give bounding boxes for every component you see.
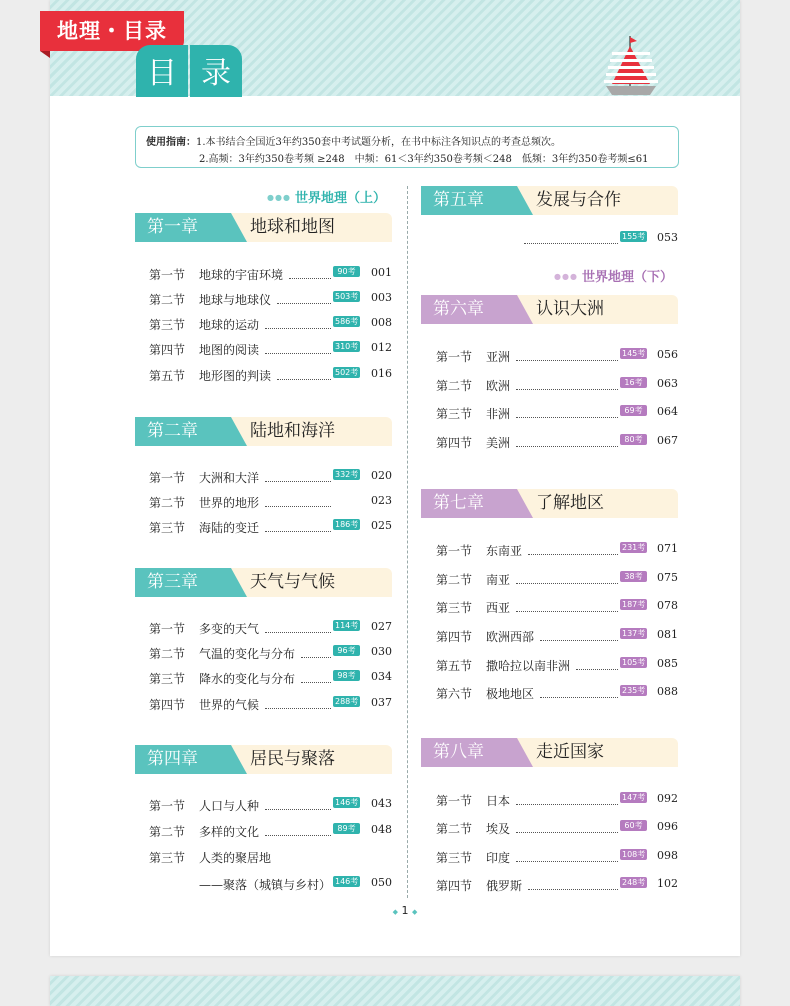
chapter-name: 发展与合作 <box>536 190 621 210</box>
chapter-label: 第八章 <box>421 738 517 767</box>
next-page-edge <box>50 976 740 1006</box>
toc-entry <box>149 620 394 638</box>
page-number-ref: 096 <box>657 820 678 833</box>
chapter-label: 第三章 <box>135 568 231 597</box>
section-title: 人口与人种 <box>199 799 260 813</box>
chapter-label: 第一章 <box>135 213 231 242</box>
section-title: 俄罗斯 <box>486 879 523 893</box>
toc-entry <box>149 341 394 359</box>
dot-leader <box>516 389 618 390</box>
exam-frequency-badge: 145考 <box>622 349 646 358</box>
title-char-1: 目 <box>136 45 188 97</box>
toc-entry <box>149 367 394 385</box>
section-number: 第三节 <box>436 851 473 865</box>
section-number: 第四节 <box>436 879 473 893</box>
toc-entry <box>436 405 681 423</box>
section-title: 日本 <box>486 794 511 808</box>
toc-entry <box>149 876 394 894</box>
page-number-ref: 102 <box>657 877 678 890</box>
dot-leader <box>301 657 331 658</box>
exam-frequency-badge: 288考 <box>335 697 359 706</box>
title-char-2: 录 <box>190 45 242 97</box>
page-number-ref: 067 <box>657 434 678 447</box>
section-number: 第三节 <box>149 318 186 332</box>
exam-frequency-badge: 16考 <box>620 377 647 388</box>
dot-leader <box>516 446 618 447</box>
toc-entry <box>436 877 681 895</box>
exam-frequency-badge: 69考 <box>620 405 647 416</box>
toc-entry <box>149 469 394 487</box>
section-number: 第四节 <box>149 343 186 357</box>
section-number: 第五节 <box>436 659 473 673</box>
exam-frequency-badge: 231考 <box>622 543 646 552</box>
section-number: 第二节 <box>149 496 186 510</box>
dot-leader <box>528 554 618 555</box>
exam-frequency-badge: 60考 <box>620 820 647 831</box>
section-number: 第一节 <box>436 794 473 808</box>
section-number: 第一节 <box>149 622 186 636</box>
toc-entry <box>436 542 681 560</box>
page-number-ref: 092 <box>657 792 678 805</box>
exam-frequency-badge: 310考 <box>335 342 359 351</box>
exam-frequency-badge: 105考 <box>622 658 646 667</box>
dot-leader <box>516 804 618 805</box>
section-title: 人类的聚居地 <box>199 851 272 865</box>
exam-frequency-badge: 96考 <box>333 645 360 656</box>
page-number-ref: 034 <box>371 670 392 683</box>
dot-leader <box>265 632 331 633</box>
section-number: 第二节 <box>436 822 473 836</box>
section-title: 撒哈拉以南非洲 <box>486 659 571 673</box>
chapter-label: 第四章 <box>135 745 231 774</box>
page-number-ref: 088 <box>657 685 678 698</box>
exam-frequency-badge: 146考 <box>335 877 359 886</box>
section-number: 第二节 <box>149 293 186 307</box>
toc-entry <box>149 797 394 815</box>
section-title: 地图的阅读 <box>199 343 260 357</box>
toc-entry <box>436 231 681 249</box>
section-number: 第三节 <box>436 407 473 421</box>
dot-leader <box>301 682 331 683</box>
guide-line-2: 2.高频：3年约350卷考频 ≥248 中频：61＜3年约350卷考频＜248 低频：3年约350卷考频≤61 <box>199 154 649 165</box>
section-title: 地球与地球仪 <box>199 293 272 307</box>
chapter-header <box>421 295 678 324</box>
chapter-label: 第五章 <box>421 186 517 215</box>
chapter-name: 走近国家 <box>536 742 604 762</box>
section-number: 第一节 <box>149 471 186 485</box>
chapter-header <box>135 745 392 774</box>
page-number-ref: 023 <box>371 494 392 507</box>
toc-entry <box>436 628 681 646</box>
toc-entry <box>149 849 394 867</box>
toc-entry <box>149 316 394 334</box>
page-number-ref: 012 <box>371 341 392 354</box>
dot-leader <box>265 481 331 482</box>
chapter-name: 认识大洲 <box>536 299 604 319</box>
exam-frequency-badge: 248考 <box>622 878 646 887</box>
section-number: 第一节 <box>436 350 473 364</box>
chapter-header <box>135 417 392 446</box>
subject-tag: 地理・目录 <box>40 11 184 51</box>
toc-entry <box>149 519 394 537</box>
page-number-ref: 081 <box>657 628 678 641</box>
section-title: 欧洲 <box>486 379 511 393</box>
section-number: 第五节 <box>149 369 186 383</box>
section-title: 世界的地形 <box>199 496 260 510</box>
exam-frequency-badge: 38考 <box>620 571 647 582</box>
page-number-ref: 020 <box>371 469 392 482</box>
section-title: 降水的变化与分布 <box>199 672 296 686</box>
toc-entry <box>149 823 394 841</box>
dot-leader <box>265 506 331 507</box>
section-title: 东南亚 <box>486 544 523 558</box>
dot-leader <box>265 353 331 354</box>
section-title: 西亚 <box>486 601 511 615</box>
toc-entry <box>436 377 681 395</box>
page-number-ref: 008 <box>371 316 392 329</box>
page-number-ref: 075 <box>657 571 678 584</box>
exam-frequency-badge: 332考 <box>335 470 359 479</box>
section-number: 第四节 <box>436 436 473 450</box>
toc-entry <box>149 291 394 309</box>
dot-leader <box>516 360 618 361</box>
section-title-upper: ●●● 世界地理（上） <box>267 191 386 206</box>
chapter-label: 第六章 <box>421 295 517 324</box>
dot-leader <box>516 417 618 418</box>
chapter-name: 地球和地图 <box>250 217 335 237</box>
dot-leader <box>516 861 618 862</box>
chapter-header <box>421 489 678 518</box>
dot-leader <box>516 583 618 584</box>
exam-frequency-badge: 114考 <box>335 621 359 630</box>
section-number: 第三节 <box>149 851 186 865</box>
section-number: 第六节 <box>436 687 473 701</box>
toc-entry <box>436 820 681 838</box>
page-number-ref: 048 <box>371 823 392 836</box>
section-title: ——聚落（城镇与乡村） <box>199 878 332 892</box>
section-number: 第三节 <box>149 672 186 686</box>
page-number-ref: 056 <box>657 348 678 361</box>
chapter-header <box>421 186 678 215</box>
toc-entry <box>149 670 394 688</box>
chapter-name: 天气与气候 <box>250 572 335 592</box>
section-number: 第一节 <box>149 799 186 813</box>
usage-guide <box>135 126 679 168</box>
section-number: 第二节 <box>436 379 473 393</box>
chapter-header <box>135 568 392 597</box>
section-title: 地球的宇宙环境 <box>199 268 284 282</box>
toc-entry <box>436 849 681 867</box>
page-number: ◆ 1 ◆ <box>392 904 418 917</box>
dot-leader <box>265 328 331 329</box>
dot-leader <box>277 303 331 304</box>
toc-entry <box>436 348 681 366</box>
dot-leader <box>265 708 331 709</box>
section-title: 埃及 <box>486 822 511 836</box>
exam-frequency-badge: 89考 <box>333 823 360 834</box>
toc-entry <box>149 645 394 663</box>
page-number-ref: 030 <box>371 645 392 658</box>
guide-label: 使用指南： <box>146 137 196 148</box>
exam-frequency-badge: 502考 <box>335 368 359 377</box>
exam-frequency-badge: 187考 <box>622 600 646 609</box>
chapter-name: 陆地和海洋 <box>250 421 335 441</box>
guide-line-1: 1.本书结合全国近3年约350套中考试题分析，在书中标注各知识点的考查总频次。 <box>196 137 561 148</box>
dot-leader <box>524 243 618 244</box>
chapter-header <box>421 738 678 767</box>
page-number-ref: 037 <box>371 696 392 709</box>
chapter-label: 第七章 <box>421 489 517 518</box>
exam-frequency-badge: 186考 <box>335 520 359 529</box>
exam-frequency-badge: 503考 <box>335 292 359 301</box>
section-title: 气温的变化与分布 <box>199 647 296 661</box>
section-number: 第四节 <box>436 630 473 644</box>
dot-leader <box>265 809 331 810</box>
dot-leader <box>540 697 618 698</box>
toc-entry <box>436 792 681 810</box>
section-title: 地球的运动 <box>199 318 260 332</box>
toc-entry <box>149 266 394 284</box>
page-number-ref: 001 <box>371 266 392 279</box>
section-title: 美洲 <box>486 436 511 450</box>
exam-frequency-badge: 108考 <box>622 850 646 859</box>
page-number-ref: 025 <box>371 519 392 532</box>
dot-leader <box>265 835 331 836</box>
section-title: 非洲 <box>486 407 511 421</box>
section-title-lower: ●●● 世界地理（下） <box>554 270 673 285</box>
chapter-name: 了解地区 <box>536 493 604 513</box>
dot-leader <box>576 669 618 670</box>
section-title: 南亚 <box>486 573 511 587</box>
toc-entry <box>149 494 394 512</box>
section-number: 第二节 <box>149 825 186 839</box>
section-title: 极地地区 <box>486 687 535 701</box>
section-title: 亚洲 <box>486 350 511 364</box>
section-title: 地形图的判读 <box>199 369 272 383</box>
page-number-ref: 098 <box>657 849 678 862</box>
dot-leader <box>528 889 618 890</box>
section-number: 第二节 <box>436 573 473 587</box>
section-title: 海陆的变迁 <box>199 521 260 535</box>
page-number-ref: 064 <box>657 405 678 418</box>
toc-entry <box>436 599 681 617</box>
dot-leader <box>540 640 618 641</box>
page-number-ref: 016 <box>371 367 392 380</box>
page-number-ref: 085 <box>657 657 678 670</box>
section-title: 多样的文化 <box>199 825 260 839</box>
section-number: 第一节 <box>149 268 186 282</box>
page-number-ref: 027 <box>371 620 392 633</box>
chapter-name: 居民与聚落 <box>250 749 335 769</box>
tag-fold <box>40 51 50 58</box>
column-divider <box>407 186 408 898</box>
chapter-label: 第二章 <box>135 417 231 446</box>
dot-leader <box>277 379 331 380</box>
exam-frequency-badge: 147考 <box>622 793 646 802</box>
page-number-ref: 050 <box>371 876 392 889</box>
section-number: 第四节 <box>149 698 186 712</box>
page-number-ref: 063 <box>657 377 678 390</box>
section-number: 第一节 <box>436 544 473 558</box>
exam-frequency-badge: 586考 <box>335 317 359 326</box>
toc-entry <box>436 434 681 452</box>
section-title: 欧洲西部 <box>486 630 535 644</box>
toc-entry <box>436 685 681 703</box>
section-number: 第三节 <box>436 601 473 615</box>
dot-leader <box>265 531 331 532</box>
toc-entry <box>436 571 681 589</box>
toc-entry <box>436 657 681 675</box>
section-title: 印度 <box>486 851 511 865</box>
section-title: 世界的气候 <box>199 698 260 712</box>
exam-frequency-badge: 90考 <box>333 266 360 277</box>
dot-leader <box>289 278 331 279</box>
section-title: 多变的天气 <box>199 622 260 636</box>
section-number: 第三节 <box>149 521 186 535</box>
dot-leader <box>516 611 618 612</box>
exam-frequency-badge: 98考 <box>333 670 360 681</box>
page-number-ref: 071 <box>657 542 678 555</box>
exam-frequency-badge: 146考 <box>335 798 359 807</box>
page-number-ref: 053 <box>657 231 678 244</box>
section-title: 大洲和大洋 <box>199 471 260 485</box>
section-number: 第二节 <box>149 647 186 661</box>
page-number-ref: 043 <box>371 797 392 810</box>
exam-frequency-badge: 155考 <box>622 232 646 241</box>
exam-frequency-badge: 80考 <box>620 434 647 445</box>
exam-frequency-badge: 137考 <box>622 629 646 638</box>
page-number-ref: 003 <box>371 291 392 304</box>
toc-entry <box>149 696 394 714</box>
page-number-ref: 078 <box>657 599 678 612</box>
dot-leader <box>516 832 618 833</box>
chapter-header <box>135 213 392 242</box>
sailboat-icon <box>600 34 660 98</box>
exam-frequency-badge: 235考 <box>622 686 646 695</box>
